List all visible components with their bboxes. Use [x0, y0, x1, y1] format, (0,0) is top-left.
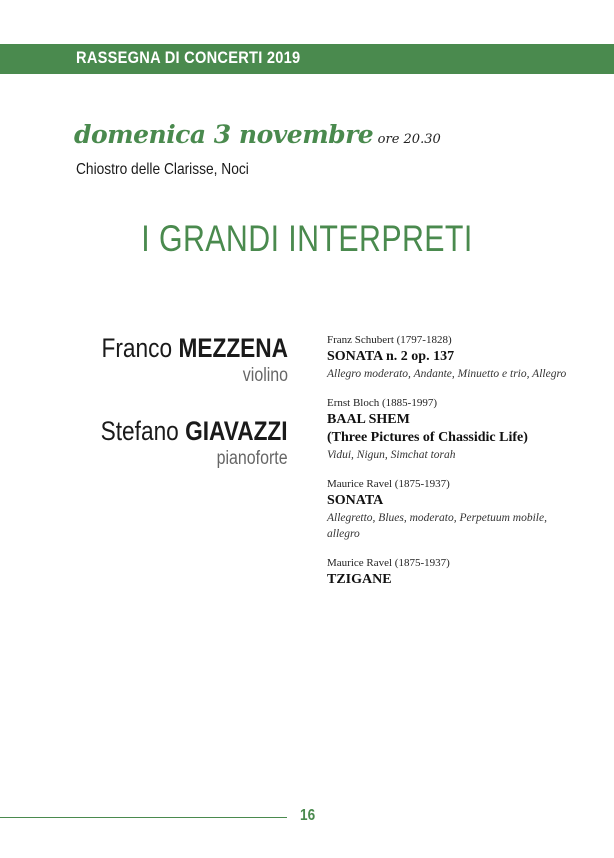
- movements: Allegretto, Blues, moderato, Perpetuum mobile, allegro: [327, 512, 547, 540]
- work-title: BAAL SHEM: [327, 412, 410, 427]
- performer-instrument: pianoforte: [217, 448, 288, 469]
- event-time: ore 20.30: [377, 132, 441, 147]
- work-title: TZIGANE: [327, 572, 392, 587]
- program-list: [327, 333, 567, 603]
- event-date: domenica 3 novembre: [74, 120, 374, 149]
- composer: Ernst Bloch (1885-1997): [327, 397, 437, 409]
- program-item: [327, 477, 567, 542]
- work-title: SONATA n. 2 op. 137: [327, 349, 455, 364]
- performer-name: [101, 416, 288, 446]
- series-title: RASSEGNA DI CONCERTI 2019: [76, 48, 301, 67]
- performer-last-name: MEZZENA: [178, 333, 288, 363]
- header-band: [0, 44, 614, 74]
- composer: Maurice Ravel (1875-1937): [327, 557, 450, 569]
- concert-title: I GRANDI INTERPRETI: [141, 218, 473, 259]
- performer-name: [101, 333, 288, 363]
- footer-divider: [0, 817, 287, 818]
- performer-first-name: Stefano: [101, 416, 180, 446]
- work-subtitle: (Three Pictures of Chassidic Life): [327, 430, 528, 445]
- composer: Maurice Ravel (1875-1937): [327, 478, 450, 490]
- performer-2: [65, 416, 288, 470]
- program-item: [327, 396, 567, 463]
- performer-1: [66, 333, 288, 387]
- performer-instrument: violino: [242, 365, 288, 386]
- movements: Allegro moderato, Andante, Minuetto e trio, Allegro: [327, 368, 567, 380]
- performer-last-name: GIAVAZZI: [185, 416, 288, 446]
- composer: Franz Schubert (1797-1828): [327, 334, 452, 346]
- event-venue: Chiostro delle Clarisse, Noci: [76, 161, 249, 178]
- performer-first-name: Franco: [101, 333, 173, 363]
- work-title: SONATA: [327, 493, 384, 508]
- event-date-line: [74, 120, 441, 149]
- program-item: [327, 333, 567, 382]
- movements: Vidui, Nigun, Simchat torah: [327, 449, 456, 461]
- program-item: [327, 556, 567, 589]
- page-number: 16: [300, 807, 316, 824]
